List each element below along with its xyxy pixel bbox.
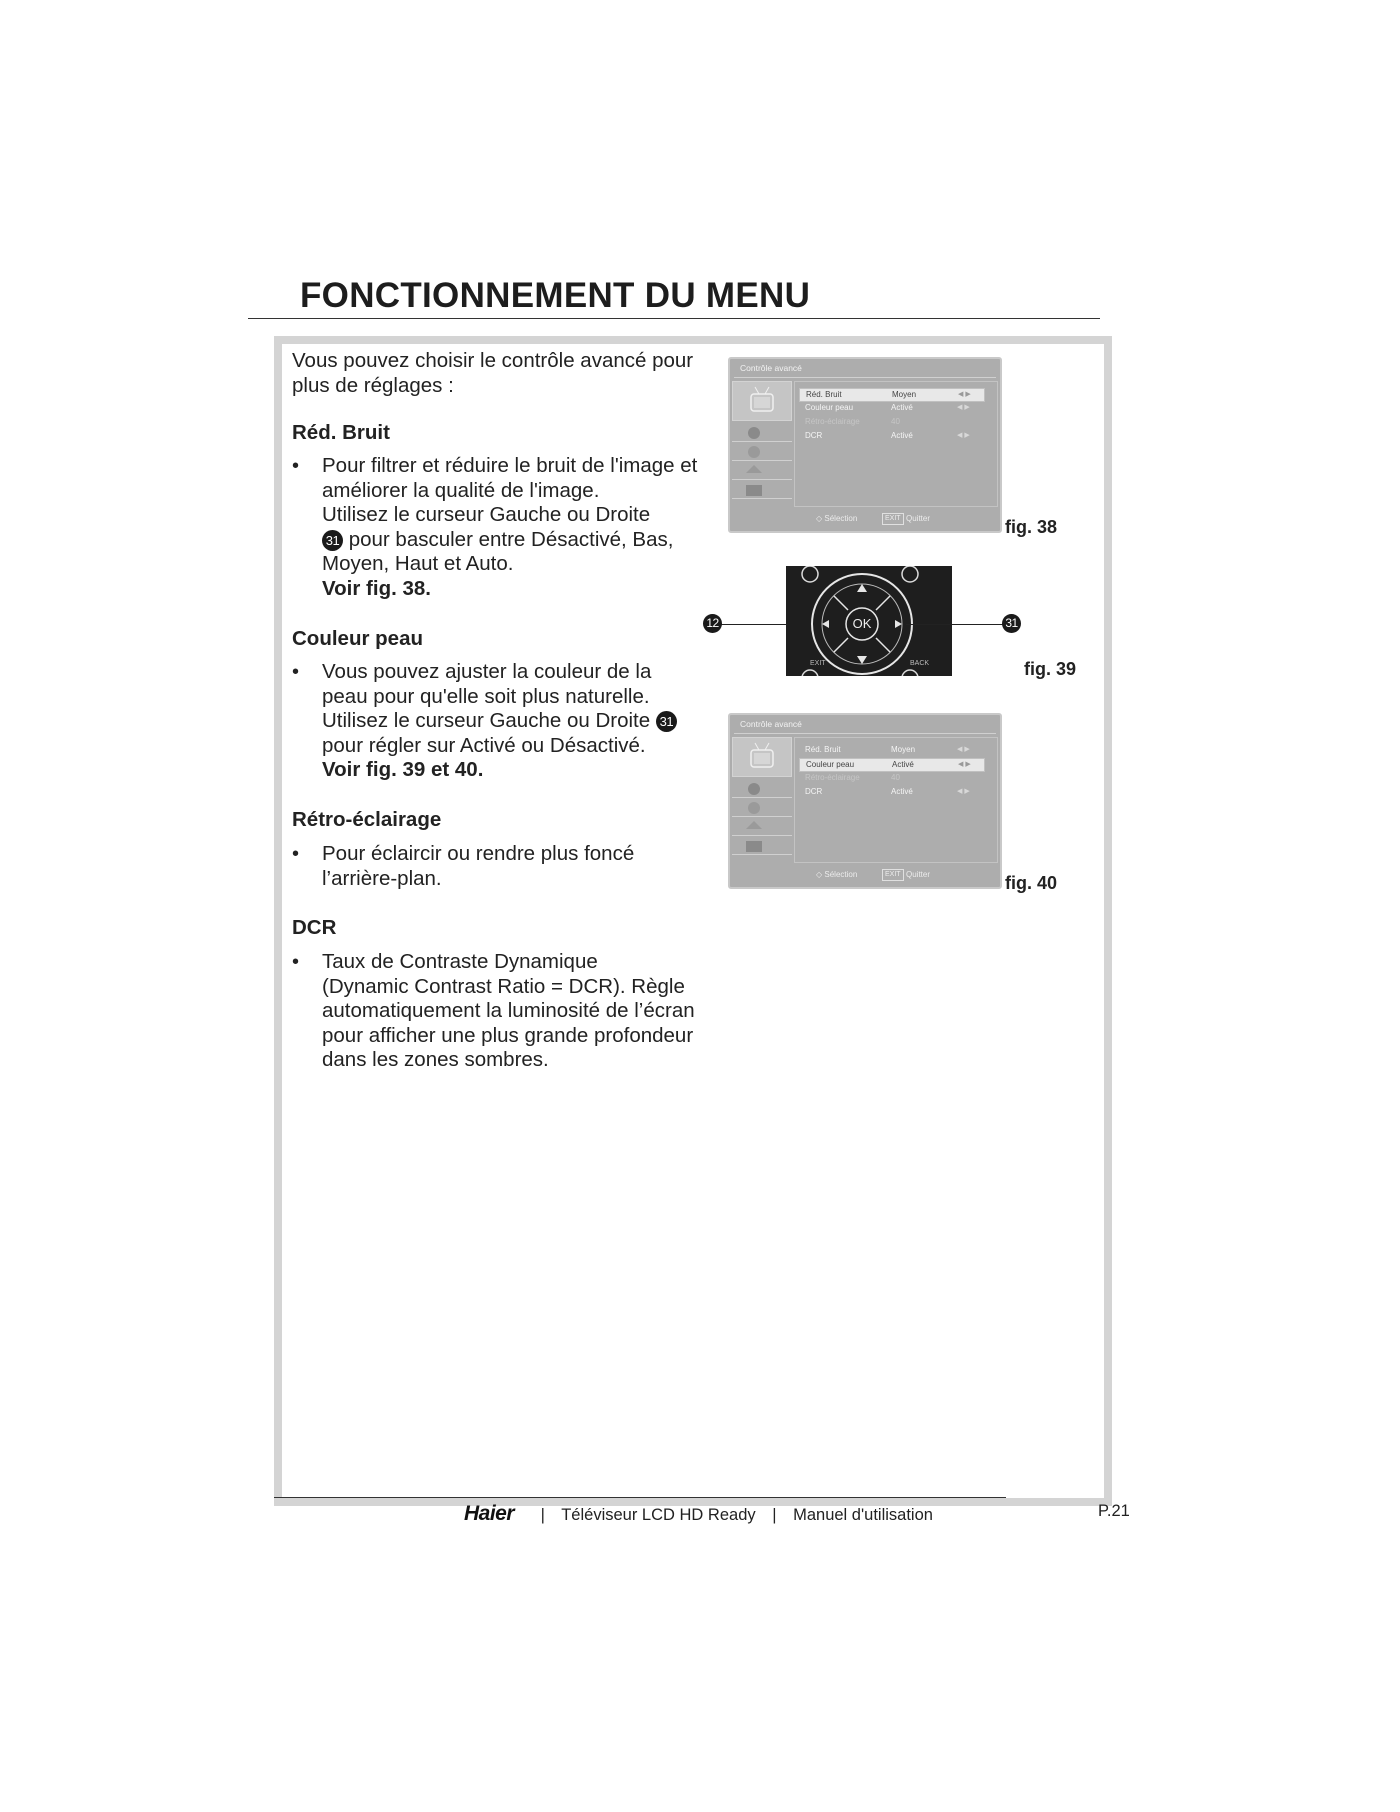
- screen-divider: [734, 733, 996, 734]
- bullet: •: [292, 455, 300, 477]
- footer-quit: Quitter: [906, 514, 931, 523]
- bullet: •: [292, 951, 300, 973]
- text-line: pour régler sur Activé ou Désactivé.: [322, 733, 646, 757]
- clock-icon: [732, 798, 792, 817]
- tools-icon: [732, 817, 792, 836]
- screen-sidebar: [732, 737, 792, 863]
- bullet: •: [292, 661, 300, 683]
- text-line: [322, 709, 702, 734]
- menu-row-retro[interactable]: Rétro-éclairage 40: [805, 417, 900, 426]
- callout-line-31: [906, 624, 1008, 625]
- text-line: améliorer la qualité de l'image.: [322, 478, 600, 502]
- menu-screen-fig40: [728, 713, 1002, 889]
- text-line: automatiquement la luminosité de l’écran: [322, 999, 695, 1022]
- text-span: Utilisez le curseur Gauche ou Droite: [322, 709, 651, 732]
- heading-couleur-peau: Couleur peau: [292, 627, 423, 650]
- see-figure: Voir fig. 39 et 40.: [322, 758, 484, 781]
- ok-button[interactable]: OK: [852, 616, 872, 631]
- sound-icon: [732, 779, 792, 798]
- screen-panel: [794, 381, 998, 507]
- separator: |: [540, 1506, 545, 1524]
- fig40-label: fig. 40: [1005, 873, 1058, 893]
- menu-row-red-bruit[interactable]: Réd. Bruit Moyen ◀ ▶: [805, 745, 970, 754]
- menu-row-couleur-peau[interactable]: Couleur peau Activé ◀ ▶: [805, 403, 970, 412]
- fig38-label: fig. 38: [1005, 517, 1058, 537]
- text-line: Pour éclaircir ou rendre plus foncé: [322, 842, 635, 865]
- fig39-label: fig. 39: [1024, 659, 1077, 679]
- badge-31: 31: [322, 530, 343, 551]
- screen-panel: [794, 737, 998, 863]
- heading-retro: Rétro-éclairage: [292, 808, 442, 831]
- folder-icon: [732, 480, 792, 499]
- footer-quit: Quitter: [906, 870, 931, 879]
- folder-icon: [732, 836, 792, 855]
- screen-title: Contrôle avancé: [740, 363, 802, 373]
- exit-key: EXIT: [882, 869, 904, 881]
- footer-rule: [274, 1497, 1006, 1498]
- text-line: Pour filtrer et réduire le bruit de l'image et: [322, 454, 698, 477]
- intro-line: plus de réglages :: [292, 373, 454, 397]
- page-title: FONCTIONNEMENT DU MENU: [300, 276, 811, 315]
- menu-row-red-bruit[interactable]: Réd. Bruit Moyen ◀ ▶: [799, 388, 985, 402]
- exit-label: EXIT: [810, 660, 826, 667]
- exit-key: EXIT: [882, 513, 904, 525]
- text-line: Utilisez le curseur Gauche ou Droite: [322, 503, 651, 526]
- tv-picture-icon: [732, 381, 792, 421]
- screen-footer: [730, 867, 1000, 885]
- text-line: [322, 528, 702, 553]
- text-line: Taux de Contraste Dynamique: [322, 950, 598, 973]
- haier-logo: Haier: [464, 1502, 515, 1525]
- heading-red-bruit: Réd. Bruit: [292, 421, 390, 444]
- badge-12: 12: [703, 614, 722, 633]
- text-line: (Dynamic Contrast Ratio = DCR). Règle: [322, 974, 685, 998]
- callout-line-12: [721, 624, 787, 625]
- separator: |: [772, 1506, 777, 1524]
- screen-footer: [730, 511, 1000, 529]
- intro-line: Vous pouvez choisir le contrôle avancé pour: [292, 349, 694, 372]
- text-line: Moyen, Haut et Auto.: [322, 552, 514, 575]
- intro-text: [292, 349, 694, 398]
- text-line: dans les zones sombres.: [322, 1048, 549, 1071]
- screen-title: Contrôle avancé: [740, 719, 802, 729]
- tools-icon: [732, 461, 792, 480]
- text-line: pour afficher une plus grande profondeur: [322, 1023, 694, 1047]
- text-span: pour basculer entre Désactivé, Bas,: [348, 527, 674, 551]
- badge-31: 31: [1002, 614, 1021, 633]
- screen-divider: [734, 377, 996, 378]
- page-number: P.21: [1098, 1502, 1130, 1520]
- text-line: Vous pouvez ajuster la couleur de la: [322, 660, 652, 683]
- screen-sidebar: [732, 381, 792, 507]
- text-line: peau pour qu'elle soit plus naturelle.: [322, 684, 650, 708]
- dcr-text: [322, 950, 702, 1073]
- heading-dcr: DCR: [292, 916, 337, 939]
- remote-control-image: [786, 566, 952, 676]
- tv-picture-icon: [732, 737, 792, 777]
- footer-doc: Manuel d'utilisation: [793, 1506, 933, 1524]
- menu-row-retro[interactable]: Rétro-éclairage 40: [805, 773, 900, 782]
- back-label: BACK: [910, 660, 930, 667]
- menu-screen-fig38: [728, 357, 1002, 533]
- see-figure: Voir fig. 38.: [322, 576, 431, 600]
- footer-product: Téléviseur LCD HD Ready: [561, 1506, 756, 1524]
- menu-row-dcr[interactable]: DCR Activé ◀ ▶: [805, 787, 970, 796]
- bullet: •: [292, 843, 300, 865]
- footer-select: ◇ Sélection: [816, 870, 858, 879]
- sound-icon: [732, 423, 792, 442]
- retro-text: [322, 842, 702, 891]
- text-line: l’arrière-plan.: [322, 866, 442, 890]
- menu-row-dcr[interactable]: DCR Activé ◀ ▶: [805, 431, 970, 440]
- footer-select: ◇ Sélection: [816, 514, 858, 523]
- clock-icon: [732, 442, 792, 461]
- footer: [464, 1502, 933, 1526]
- title-rule: [248, 318, 1100, 319]
- red-bruit-text: [322, 454, 702, 601]
- menu-row-couleur-peau[interactable]: Couleur peau Activé ◀ ▶: [799, 758, 985, 772]
- badge-31: 31: [656, 711, 677, 732]
- couleur-peau-text: [322, 660, 702, 783]
